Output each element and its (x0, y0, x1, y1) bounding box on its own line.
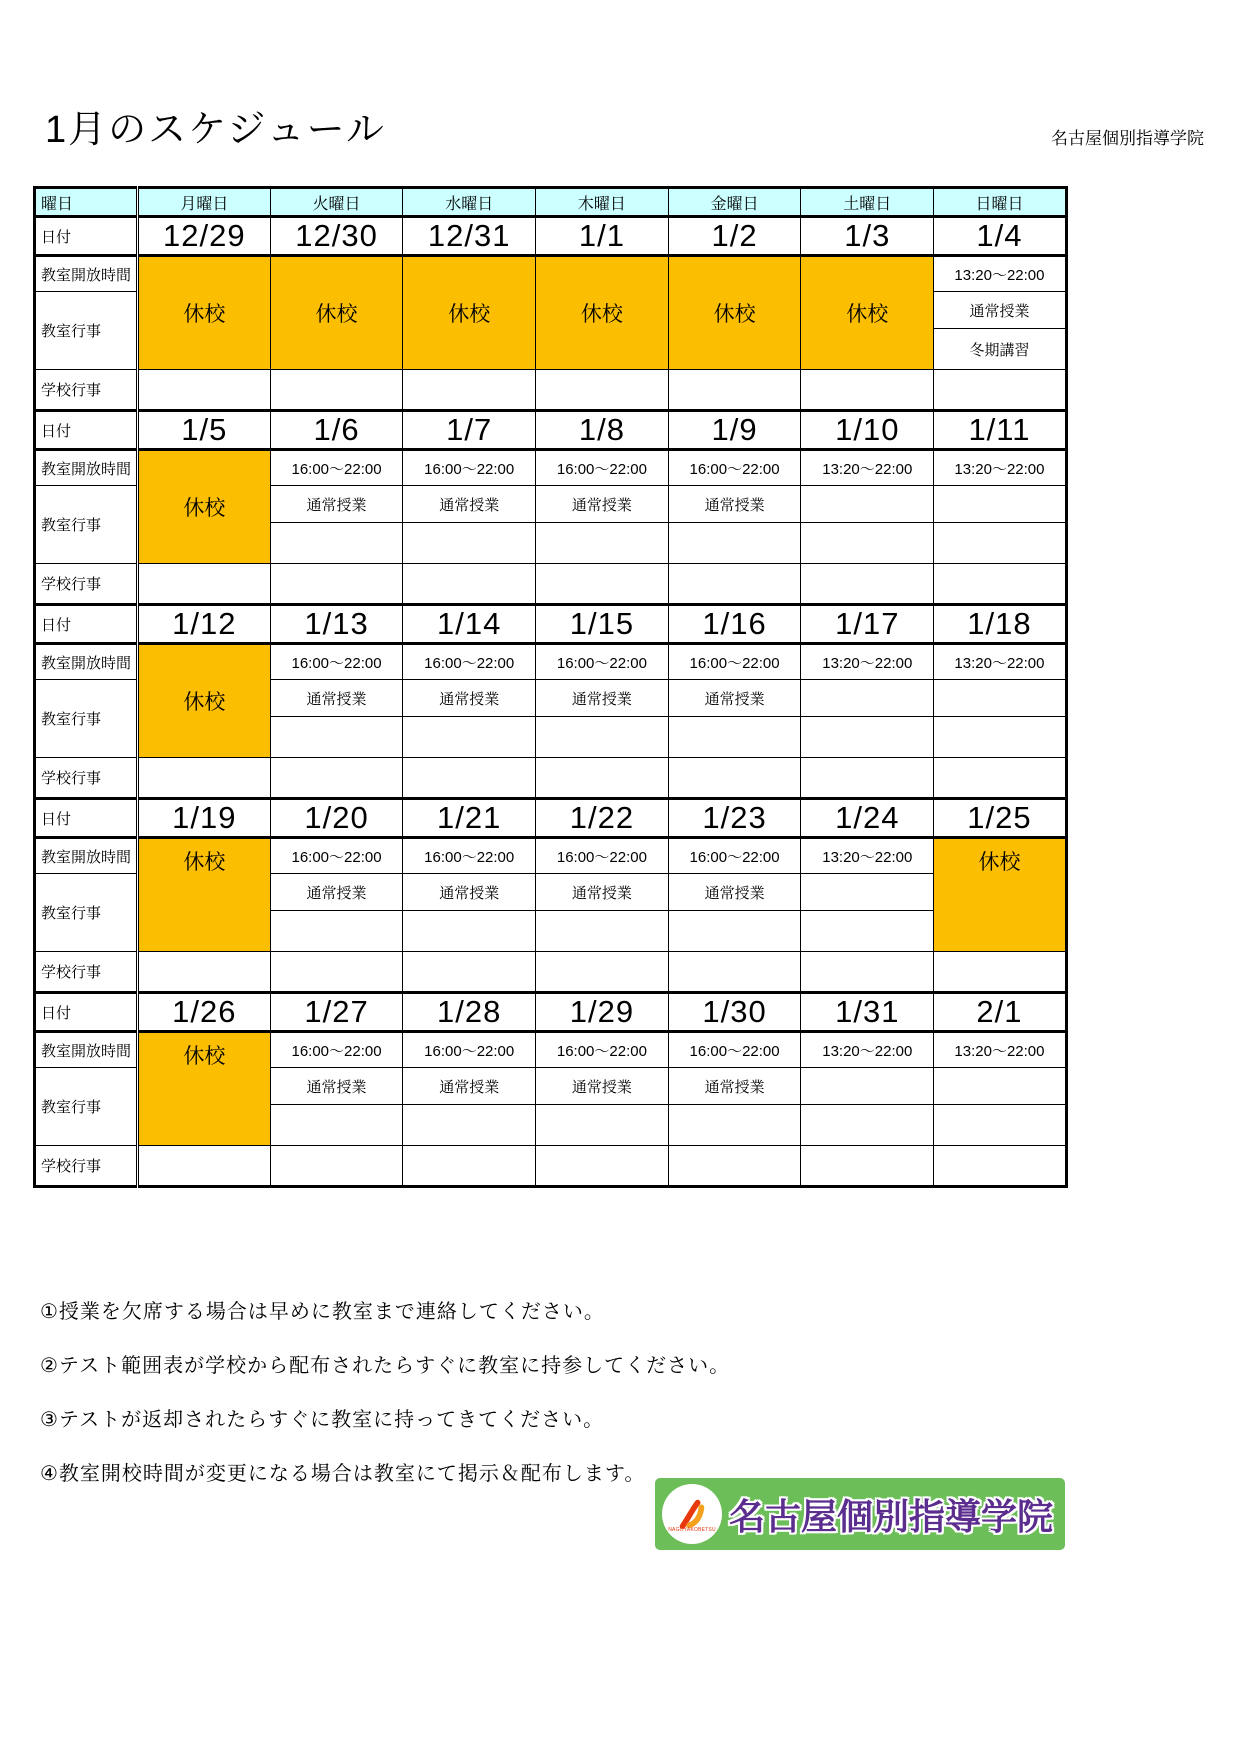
class-event-cell (801, 911, 934, 952)
note-1: ①授業を欠席する場合は早めに教室まで連絡してください。 (40, 1301, 605, 1323)
class-event-cell: 冬期講習 (934, 329, 1067, 370)
school-event-cell (801, 564, 934, 605)
closed-cell: 休校 (270, 256, 403, 370)
school-event-cell (934, 1146, 1067, 1187)
date-cell: 1/4 (934, 217, 1067, 256)
date-cell: 1/5 (138, 411, 271, 450)
open-hours-cell: 16:00～22:00 (403, 1032, 536, 1068)
class-event-cell: 通常授業 (403, 680, 536, 717)
school-event-cell (403, 564, 536, 605)
open-hours-cell: 13:20～22:00 (934, 1032, 1067, 1068)
date-cell: 1/3 (801, 217, 934, 256)
closed-cell: 休校 (138, 450, 271, 564)
row-label-open-hours: 教室開放時間 (35, 256, 138, 292)
closed-cell: 休校 (934, 838, 1067, 952)
class-event-cell (668, 523, 801, 564)
school-event-cell (403, 1146, 536, 1187)
note-4: ④教室開校時間が変更になる場合は教室にて掲示＆配布します。 (40, 1463, 646, 1485)
class-event-cell: 通常授業 (403, 486, 536, 523)
class-event-cell: 通常授業 (668, 1068, 801, 1105)
class-event-cell (801, 486, 934, 523)
school-event-cell (934, 952, 1067, 993)
row-label-class-events: 教室行事 (35, 680, 138, 758)
corner-label: 曜日 (35, 188, 138, 217)
date-cell: 1/21 (403, 799, 536, 838)
date-cell: 1/26 (138, 993, 271, 1032)
row-label-open-hours: 教室開放時間 (35, 838, 138, 874)
class-event-cell: 通常授業 (536, 680, 669, 717)
open-hours-cell: 16:00～22:00 (403, 838, 536, 874)
school-event-cell (403, 758, 536, 799)
week-4-school-event-row (35, 952, 1067, 993)
week-4-open-hours-row (35, 838, 1067, 874)
open-hours-cell: 16:00～22:00 (668, 644, 801, 680)
class-event-cell (403, 1105, 536, 1146)
date-cell: 1/25 (934, 799, 1067, 838)
date-cell: 1/9 (668, 411, 801, 450)
week-3-school-event-row (35, 758, 1067, 799)
school-event-cell (138, 952, 271, 993)
week-4-date-row (35, 799, 1067, 838)
date-cell: 1/24 (801, 799, 934, 838)
date-cell: 1/6 (270, 411, 403, 450)
class-event-cell (403, 523, 536, 564)
row-label-school-events: 学校行事 (35, 758, 138, 799)
class-event-cell: 通常授業 (270, 1068, 403, 1105)
weekday-header-1: 月曜日 (138, 188, 271, 217)
date-cell: 2/1 (934, 993, 1067, 1032)
school-event-cell (536, 758, 669, 799)
date-cell: 1/28 (403, 993, 536, 1032)
class-event-cell (668, 911, 801, 952)
class-event-cell (934, 523, 1067, 564)
open-hours-cell: 13:20～22:00 (801, 1032, 934, 1068)
date-cell: 1/31 (801, 993, 934, 1032)
date-cell: 1/10 (801, 411, 934, 450)
class-event-cell (270, 523, 403, 564)
date-cell: 1/20 (270, 799, 403, 838)
date-cell: 1/27 (270, 993, 403, 1032)
class-event-cell: 通常授業 (270, 680, 403, 717)
school-event-cell (138, 1146, 271, 1187)
weekday-header-6: 土曜日 (801, 188, 934, 217)
date-cell: 1/2 (668, 217, 801, 256)
week-3-date-row (35, 605, 1067, 644)
logo-caption: NAGOYAKOBETSU (668, 1526, 716, 1533)
class-event-cell (934, 717, 1067, 758)
school-event-cell (403, 370, 536, 411)
row-label-open-hours: 教室開放時間 (35, 644, 138, 680)
school-event-cell (403, 952, 536, 993)
row-label-date: 日付 (35, 605, 138, 644)
school-event-cell (138, 758, 271, 799)
open-hours-cell: 16:00～22:00 (536, 838, 669, 874)
schedule-table (33, 186, 1068, 1188)
weekday-header-3: 水曜日 (403, 188, 536, 217)
logo-mark (662, 1484, 722, 1544)
open-hours-cell: 16:00～22:00 (270, 644, 403, 680)
open-hours-cell: 13:20～22:00 (801, 644, 934, 680)
week-2-date-row (35, 411, 1067, 450)
week-5-open-hours-row (35, 1032, 1067, 1068)
table-header (35, 188, 1067, 217)
class-event-cell (801, 680, 934, 717)
class-event-cell (934, 1068, 1067, 1105)
open-hours-cell: 16:00～22:00 (403, 644, 536, 680)
date-cell: 1/19 (138, 799, 271, 838)
class-event-cell (801, 717, 934, 758)
school-event-cell (270, 758, 403, 799)
logo-figure-icon (673, 1496, 711, 1530)
open-hours-cell: 16:00～22:00 (270, 1032, 403, 1068)
school-event-cell (536, 564, 669, 605)
class-event-cell: 通常授業 (668, 486, 801, 523)
open-hours-cell: 16:00～22:00 (403, 450, 536, 486)
class-event-cell: 通常授業 (403, 874, 536, 911)
class-event-cell (536, 911, 669, 952)
row-label-school-events: 学校行事 (35, 370, 138, 411)
row-label-school-events: 学校行事 (35, 1146, 138, 1187)
row-label-date: 日付 (35, 993, 138, 1032)
school-event-cell (536, 1146, 669, 1187)
week-1-open-hours-row (35, 256, 1067, 292)
school-event-cell (668, 1146, 801, 1187)
class-event-cell (801, 1105, 934, 1146)
school-event-cell (270, 952, 403, 993)
notes-section (40, 1295, 730, 1511)
school-event-cell (801, 1146, 934, 1187)
date-cell: 12/29 (138, 217, 271, 256)
row-label-class-events: 教室行事 (35, 486, 138, 564)
school-event-cell (138, 370, 271, 411)
row-label-date: 日付 (35, 217, 138, 256)
date-cell: 1/16 (668, 605, 801, 644)
class-event-cell (536, 717, 669, 758)
date-cell: 1/23 (668, 799, 801, 838)
open-hours-cell: 16:00～22:00 (270, 838, 403, 874)
open-hours-cell: 13:20～22:00 (934, 256, 1067, 292)
school-event-cell (668, 758, 801, 799)
row-label-class-events: 教室行事 (35, 1068, 138, 1146)
closed-cell: 休校 (138, 838, 271, 952)
class-event-cell (270, 1105, 403, 1146)
class-event-cell (934, 1105, 1067, 1146)
date-cell: 1/1 (536, 217, 669, 256)
open-hours-cell: 13:20～22:00 (934, 644, 1067, 680)
closed-cell: 休校 (138, 1032, 271, 1146)
date-cell: 1/30 (668, 993, 801, 1032)
date-cell: 1/29 (536, 993, 669, 1032)
date-cell: 12/31 (403, 217, 536, 256)
class-event-cell (801, 874, 934, 911)
date-cell: 12/30 (270, 217, 403, 256)
class-event-cell (934, 486, 1067, 523)
school-event-cell (934, 564, 1067, 605)
date-cell: 1/17 (801, 605, 934, 644)
class-event-cell: 通常授業 (536, 486, 669, 523)
class-event-cell: 通常授業 (270, 486, 403, 523)
weekday-header-4: 木曜日 (536, 188, 669, 217)
note-2: ②テスト範囲表が学校から配布されたらすぐに教室に持参してください。 (40, 1355, 731, 1377)
school-event-cell (668, 564, 801, 605)
class-event-cell: 通常授業 (536, 1068, 669, 1105)
row-label-class-events: 教室行事 (35, 292, 138, 370)
school-event-cell (801, 952, 934, 993)
date-cell: 1/13 (270, 605, 403, 644)
page-title: 1月のスケジュール (45, 109, 386, 151)
school-event-cell (934, 370, 1067, 411)
row-label-school-events: 学校行事 (35, 564, 138, 605)
date-cell: 1/11 (934, 411, 1067, 450)
class-event-cell (270, 911, 403, 952)
table-body (35, 217, 1067, 1187)
open-hours-cell: 16:00～22:00 (270, 450, 403, 486)
date-cell: 1/22 (536, 799, 669, 838)
weekday-header-row (35, 188, 1067, 217)
school-event-cell (668, 370, 801, 411)
open-hours-cell: 16:00～22:00 (668, 838, 801, 874)
row-label-open-hours: 教室開放時間 (35, 1032, 138, 1068)
closed-cell: 休校 (801, 256, 934, 370)
class-event-cell (668, 1105, 801, 1146)
class-event-cell (536, 523, 669, 564)
open-hours-cell: 13:20～22:00 (801, 450, 934, 486)
row-label-date: 日付 (35, 799, 138, 838)
school-event-cell (138, 564, 271, 605)
class-event-cell (668, 717, 801, 758)
closed-cell: 休校 (536, 256, 669, 370)
logo-text: 名古屋個別指導学院 (729, 1495, 1054, 1537)
date-cell: 1/7 (403, 411, 536, 450)
weekday-header-2: 火曜日 (270, 188, 403, 217)
class-event-cell: 通常授業 (668, 680, 801, 717)
open-hours-cell: 16:00～22:00 (668, 450, 801, 486)
class-event-cell: 通常授業 (536, 874, 669, 911)
school-event-cell (801, 370, 934, 411)
date-cell: 1/18 (934, 605, 1067, 644)
class-event-cell (801, 1068, 934, 1105)
week-3-open-hours-row (35, 644, 1067, 680)
school-event-cell (536, 952, 669, 993)
row-label-school-events: 学校行事 (35, 952, 138, 993)
row-label-open-hours: 教室開放時間 (35, 450, 138, 486)
class-event-cell: 通常授業 (668, 874, 801, 911)
school-event-cell (801, 758, 934, 799)
school-event-cell (270, 1146, 403, 1187)
class-event-cell (403, 911, 536, 952)
open-hours-cell: 13:20～22:00 (934, 450, 1067, 486)
class-event-cell: 通常授業 (403, 1068, 536, 1105)
open-hours-cell: 13:20～22:00 (801, 838, 934, 874)
class-event-cell (801, 523, 934, 564)
open-hours-cell: 16:00～22:00 (668, 1032, 801, 1068)
week-1-date-row (35, 217, 1067, 256)
date-cell: 1/8 (536, 411, 669, 450)
week-1-school-event-row (35, 370, 1067, 411)
open-hours-cell: 16:00～22:00 (536, 450, 669, 486)
closed-cell: 休校 (138, 256, 271, 370)
weekday-header-7: 日曜日 (934, 188, 1067, 217)
class-event-cell (536, 1105, 669, 1146)
date-cell: 1/15 (536, 605, 669, 644)
school-event-cell (668, 952, 801, 993)
week-2-open-hours-row (35, 450, 1067, 486)
class-event-cell (934, 680, 1067, 717)
class-event-cell (403, 717, 536, 758)
school-event-cell (934, 758, 1067, 799)
open-hours-cell: 16:00～22:00 (536, 644, 669, 680)
date-cell: 1/14 (403, 605, 536, 644)
closed-cell: 休校 (138, 644, 271, 758)
school-name: 名古屋個別指導学院 (1051, 129, 1204, 148)
row-label-class-events: 教室行事 (35, 874, 138, 952)
week-5-date-row (35, 993, 1067, 1032)
school-event-cell (270, 564, 403, 605)
class-event-cell: 通常授業 (934, 292, 1067, 329)
date-cell: 1/12 (138, 605, 271, 644)
week-5-school-event-row (35, 1146, 1067, 1187)
week-2-school-event-row (35, 564, 1067, 605)
class-event-cell: 通常授業 (270, 874, 403, 911)
closed-cell: 休校 (668, 256, 801, 370)
weekday-header-5: 金曜日 (668, 188, 801, 217)
school-logo (655, 1478, 1065, 1550)
note-3: ③テストが返却されたらすぐに教室に持ってきてください。 (40, 1409, 605, 1431)
closed-cell: 休校 (403, 256, 536, 370)
class-event-cell (270, 717, 403, 758)
school-event-cell (536, 370, 669, 411)
row-label-date: 日付 (35, 411, 138, 450)
open-hours-cell: 16:00～22:00 (536, 1032, 669, 1068)
school-event-cell (270, 370, 403, 411)
